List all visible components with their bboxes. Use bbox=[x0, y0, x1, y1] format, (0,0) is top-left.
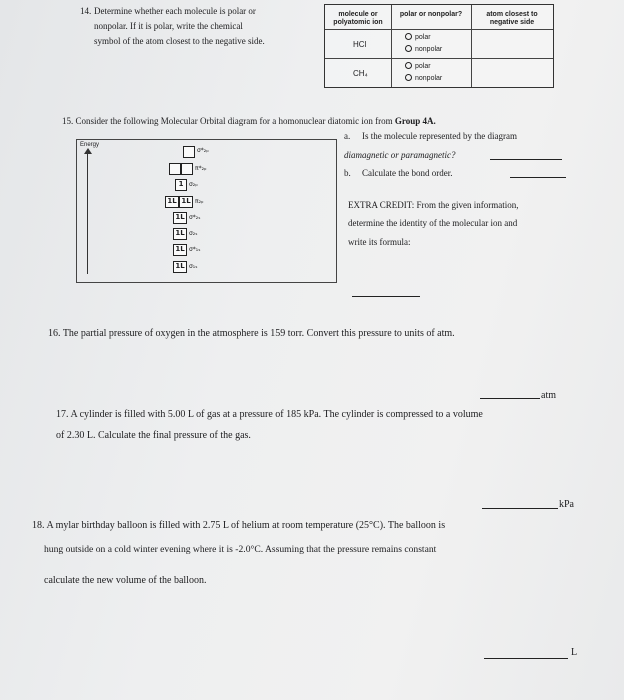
orbital-label-sigma-2s: σ₂ₛ bbox=[189, 230, 198, 237]
orbital-box[interactable]: 1L bbox=[173, 212, 187, 224]
q14-line3: symbol of the atom closest to the negative side. bbox=[94, 36, 265, 46]
q15-prompt: 15. Consider the following Molecular Orbital diagram for a homonuclear diatomic ion from Group 4A. bbox=[62, 116, 436, 126]
extra-credit-line2: determine the identity of the molecular ion and bbox=[348, 218, 518, 228]
orbital-box[interactable] bbox=[169, 163, 181, 175]
q17-unit: kPa bbox=[559, 499, 574, 510]
q15a-answer-line[interactable] bbox=[490, 159, 562, 160]
hcl-polar-option[interactable]: polar bbox=[405, 33, 431, 41]
energy-arrow bbox=[87, 152, 88, 274]
q16-unit: atm bbox=[541, 390, 556, 401]
orbital-box[interactable]: 1L bbox=[179, 196, 193, 208]
orbital-box[interactable]: 1 bbox=[175, 179, 187, 191]
energy-label: Energy bbox=[80, 142, 100, 148]
q17-answer-line[interactable] bbox=[482, 508, 558, 509]
orbital-box[interactable] bbox=[183, 146, 195, 158]
q15a-line1: Is the molecule represented by the diagram bbox=[362, 131, 517, 141]
molecule-ch4: CH₄ bbox=[353, 69, 368, 78]
q17-line2: of 2.30 L. Calculate the final pressure of the gas. bbox=[56, 430, 251, 441]
orbital-box[interactable] bbox=[181, 163, 193, 175]
polarity-table bbox=[324, 4, 554, 88]
hcl-nonpolar-option[interactable]: nonpolar bbox=[405, 45, 442, 53]
q14-line1: Determine whether each molecule is polar or bbox=[94, 6, 256, 16]
orbital-box[interactable]: 1L bbox=[173, 244, 187, 256]
orbital-label-pi-star-2p: π*₂ₚ bbox=[195, 165, 207, 172]
extra-credit-line3: write its formula: bbox=[348, 237, 411, 247]
q17-line1: 17. A cylinder is filled with 5.00 L of gas at a pressure of 185 kPa. The cylinder is compressed to a volume bbox=[56, 409, 483, 420]
radio-icon bbox=[405, 62, 412, 69]
q15b-text: Calculate the bond order. bbox=[362, 168, 453, 178]
orbital-label-sigma-star-2p: σ*₂ₚ bbox=[197, 147, 209, 154]
orbital-label-sigma-2p: σ₂ₚ bbox=[189, 181, 198, 188]
orbital-label-sigma-1s: σ₁ₛ bbox=[189, 263, 198, 270]
extra-credit-answer-line[interactable] bbox=[352, 296, 420, 297]
radio-icon bbox=[405, 45, 412, 52]
ch4-nonpolar-option[interactable]: nonpolar bbox=[405, 74, 442, 82]
orbital-box[interactable]: 1L bbox=[165, 196, 179, 208]
q18-line2: hung outside on a cold winter evening where it is -2.0°C. Assuming that the pressure remains constant bbox=[44, 544, 437, 555]
ch4-polar-option[interactable]: polar bbox=[405, 62, 431, 70]
q16-answer-line[interactable] bbox=[480, 398, 540, 399]
q16-text: 16. The partial pressure of oxygen in the atmosphere is 159 torr. Convert this pressure to units of atm. bbox=[48, 328, 455, 339]
header-atom-closest: atom closest to negative side bbox=[486, 11, 538, 26]
energy-arrow-head bbox=[84, 148, 92, 154]
ch4-atom-answer[interactable] bbox=[475, 62, 549, 84]
orbital-label-sigma-star-2s: σ*₂ₛ bbox=[189, 214, 201, 221]
header-molecule: molecule or polyatomic ion bbox=[333, 11, 383, 26]
q18-line3: calculate the new volume of the balloon. bbox=[44, 575, 207, 586]
q18-line1: 18. A mylar birthday balloon is filled with 2.75 L of helium at room temperature (25°C). The balloon is bbox=[32, 520, 446, 531]
orbital-label-sigma-star-1s: σ*₁ₛ bbox=[189, 246, 201, 253]
q18-answer-line[interactable] bbox=[484, 658, 568, 659]
q15b-label: b. bbox=[344, 168, 351, 178]
orbital-box[interactable]: 1L bbox=[173, 228, 187, 240]
q14-line2: nonpolar. If it is polar, write the chemical bbox=[94, 21, 243, 31]
header-polarity: polar or nonpolar? bbox=[399, 11, 463, 18]
q18-unit: L bbox=[571, 647, 578, 658]
mo-diagram bbox=[76, 139, 337, 283]
radio-icon bbox=[405, 33, 412, 40]
q15a-line2: diamagnetic or paramagnetic? bbox=[344, 150, 456, 160]
molecule-hcl: HCl bbox=[353, 40, 367, 49]
q15b-answer-line[interactable] bbox=[510, 177, 566, 178]
hcl-atom-answer[interactable] bbox=[475, 33, 549, 55]
q15a-label: a. bbox=[344, 131, 351, 141]
q14-number: 14. bbox=[80, 6, 92, 16]
orbital-label-pi-2p: π₂ₚ bbox=[195, 198, 204, 205]
radio-icon bbox=[405, 74, 412, 81]
extra-credit-line1: EXTRA CREDIT: From the given information, bbox=[348, 200, 519, 210]
orbital-box[interactable]: 1L bbox=[173, 261, 187, 273]
